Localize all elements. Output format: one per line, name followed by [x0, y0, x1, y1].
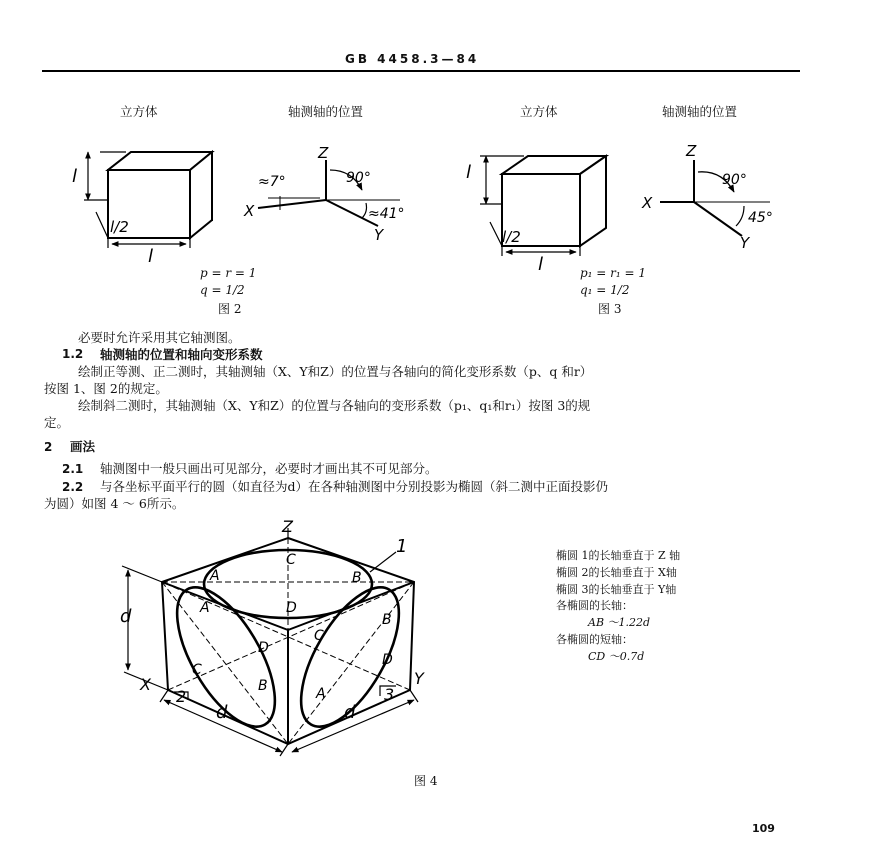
fig2-axis-z: Z: [318, 144, 329, 162]
fig4-e1-d: D: [286, 600, 297, 616]
fig2-caption: 图 2: [218, 302, 242, 316]
fig4-axis-y: Y: [414, 669, 424, 688]
fig4-dim-d-left: d: [120, 606, 132, 627]
fig4-e1-b: B: [352, 570, 362, 586]
fig4-note-3: 椭圆 3的长轴垂直于 Y轴: [556, 582, 677, 596]
fig2-axis-x: X: [244, 202, 255, 220]
section-2-2-number: 2.2: [62, 480, 84, 494]
fig3-dim-depth: l/2: [502, 228, 521, 246]
fig4-e2-c: C: [192, 662, 202, 678]
fig3-eq2: q₁ = 1/2: [580, 283, 630, 297]
fig3-axis-x: X: [642, 194, 653, 212]
fig4-dim-d-bottom-right: d: [344, 702, 356, 723]
fig4-caption: 图 4: [414, 774, 438, 788]
section-1-2-number: 1.2: [62, 347, 84, 361]
fig2-angle-right: 90°: [346, 170, 371, 186]
fig4-notes: [556, 548, 680, 666]
fig4-note-1: 椭圆 1的长轴垂直于 Z 轴: [556, 549, 681, 562]
para-other-axonometric: 必要时允许采用其它轴测图。: [78, 330, 241, 345]
standard-code: GB 4458.3—84: [345, 52, 480, 66]
fig4-ellipse-2-label: 2: [176, 687, 187, 706]
fig4-axis-z: Z: [282, 517, 293, 536]
fig4-e2-d: D: [258, 640, 269, 656]
fig3-angle-top: 90°: [722, 172, 747, 188]
fig4-ellipse-1-label: 1: [396, 536, 408, 557]
fig3-dim-height: l: [466, 162, 472, 183]
fig4-e3-d: D: [382, 652, 393, 668]
para-oblique-line2: 定。: [44, 415, 70, 430]
section-2-2-line2: 为圆）如图 4 ～ 6所示。: [44, 496, 185, 511]
fig4-e1-c: C: [286, 552, 296, 568]
fig4-dim-d-bottom-left: d: [216, 702, 228, 723]
section-2-title: 画法: [70, 439, 96, 454]
section-1-2-title: 轴测轴的位置和轴向变形系数: [100, 347, 263, 362]
fig3-dim-width: l: [538, 254, 544, 275]
fig3-angle-bottom: 45°: [748, 210, 773, 226]
fig3-axes-label: 轴测轴的位置: [662, 104, 738, 119]
fig4-e1-a: A: [210, 568, 220, 584]
fig2-dim-width: l: [148, 246, 154, 267]
fig2-dim-height: l: [72, 166, 78, 187]
section-2-1-text: 轴测图中一般只画出可见部分，必要时才画出其不可见部分。: [100, 461, 438, 476]
fig4-ellipse-3-label: 3: [384, 685, 395, 704]
fig4-e3-a: A: [316, 686, 326, 702]
fig4-e2-b: B: [258, 678, 268, 694]
fig4-note-5: AB ～1.22d: [588, 616, 651, 630]
fig2-eq2: q = 1/2: [200, 283, 245, 297]
fig4-note-6: 各椭圆的短轴：: [556, 632, 633, 646]
page-number: 109: [752, 822, 775, 835]
fig4-e3-c: C: [314, 628, 324, 644]
fig2-cube-label: 立方体: [120, 104, 158, 119]
para-iso-line1: 绘制正等测、正二测时，其轴测轴（X、Y和Z）的位置与各轴向的简化变形系数（p、q 和r）: [78, 364, 593, 379]
fig3-eq1: p₁ = r₁ = 1: [580, 266, 647, 280]
fig4-note-2: 椭圆 2的长轴垂直于 X轴: [556, 565, 677, 579]
fig2-dim-depth: l/2: [110, 218, 129, 236]
fig4-note-4: 各椭圆的长轴：: [556, 599, 633, 613]
fig2-angle-top: ≈7°: [258, 174, 286, 190]
section-2-1-number: 2.1: [62, 462, 84, 476]
fig3-caption: 图 3: [598, 302, 622, 316]
section-2-2-line1: 与各坐标平面平行的圆（如直径为d）在各种轴测图中分别投影为椭圆（斜二测中正面投影仍: [100, 479, 609, 494]
section-2-number: 2: [44, 440, 53, 454]
fig4-note-7: CD ～0.7d: [588, 649, 645, 663]
fig2-angle-bottom: ≈41°: [368, 206, 405, 222]
fig4-axis-x: X: [140, 675, 151, 694]
fig4-e2-a: A: [200, 600, 210, 616]
fig2-eq1: p = r = 1: [200, 266, 257, 280]
fig3-axis-y: Y: [740, 234, 750, 252]
para-iso-line2: 按图 1、图 2的规定。: [44, 381, 168, 396]
fig3-cube-label: 立方体: [520, 104, 558, 119]
fig3-axis-z: Z: [686, 142, 697, 160]
para-oblique-line1: 绘制斜二测时，其轴测轴（X、Y和Z）的位置与各轴向的变形系数（p₁、q₁和r₁）按图 3的规: [78, 398, 591, 413]
fig2-axes-label: 轴测轴的位置: [288, 104, 364, 119]
fig2-axis-y: Y: [374, 226, 384, 244]
fig4-e3-b: B: [382, 612, 392, 628]
